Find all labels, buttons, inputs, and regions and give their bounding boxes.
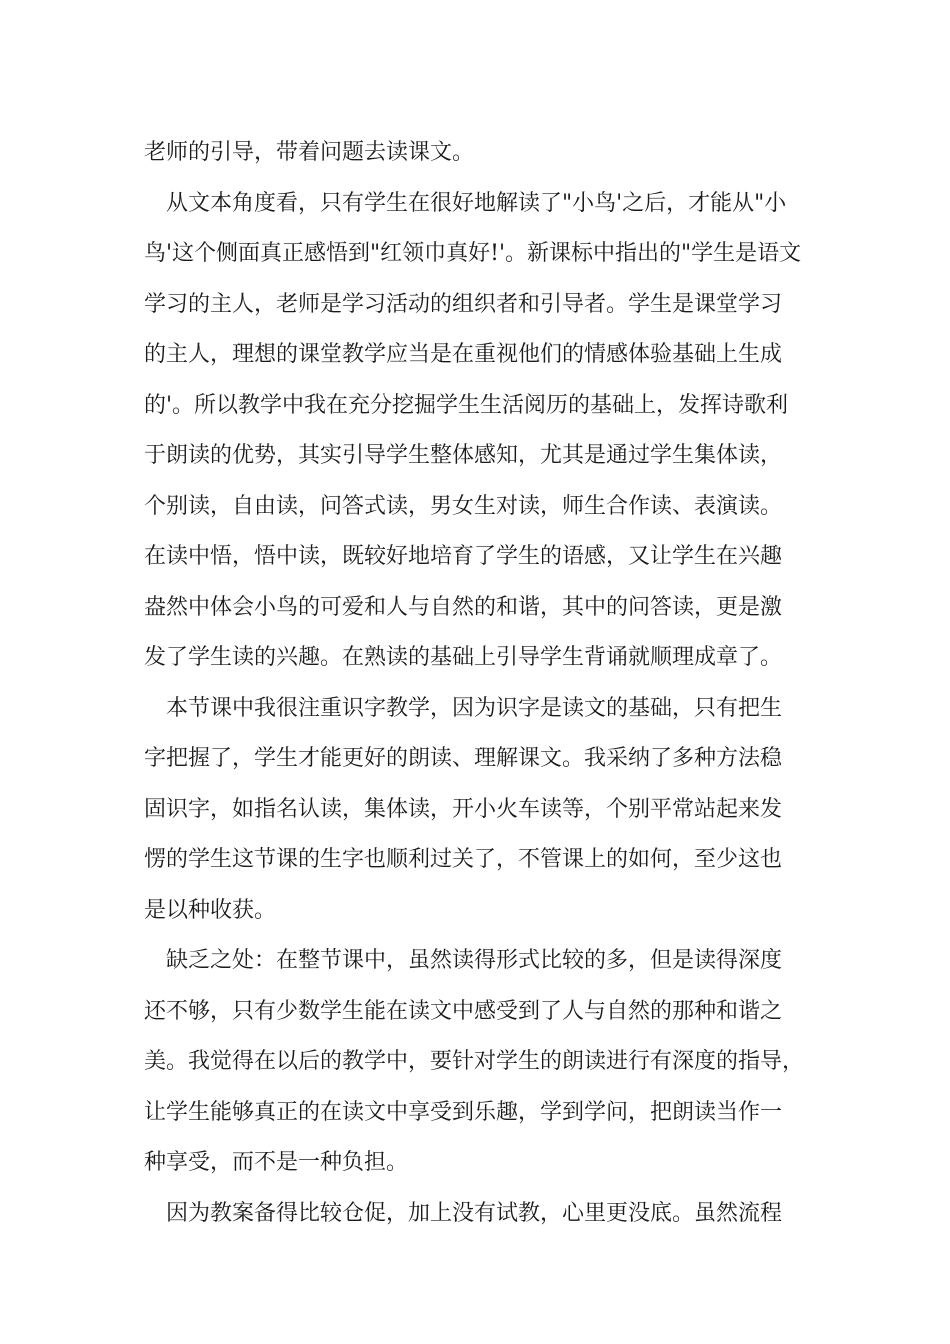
text-line: 愣的学生这节课的生字也顺利过关了，不管课上的如何，至少这也 [144, 847, 783, 872]
text-line: 是以种收获。 [144, 897, 277, 923]
text-line: 让学生能够真正的在读文中享受到乐趣，学到学问，把朗读当作一 [144, 1099, 783, 1125]
text-line: 学习的主人，老师是学习活动的组织者和引导者。学生是课堂学习 [144, 291, 783, 317]
text-line: 在读中悟，悟中读，既较好地培育了学生的语感，又让学生在兴趣 [144, 544, 783, 569]
text-line: 种享受，而不是一种负担。 [144, 1150, 409, 1175]
text-line: 字把握了，学生才能更好的朗读、理解课文。我采纳了多种方法稳 [144, 746, 783, 771]
text-line: 鸟'这个侧面真正感悟到"红领巾真好!'。新课标中指出的"学生是语文 [144, 241, 802, 266]
paragraph-start-line: 缺乏之处：在整节课中，虽然读得形式比较的多，但是读得深度 [166, 948, 783, 973]
text-line: 的主人，理想的课堂教学应当是在重视他们的情感体验基础上生成 [144, 342, 783, 367]
text-line: 的'。所以教学中我在充分挖掘学生生活阅历的基础上，发挥诗歌利 [144, 392, 789, 418]
text-line: 发了学生读的兴趣。在熟读的基础上引导学生背诵就顺理成章了。 [144, 645, 783, 670]
text-line: 还不够，只有少数学生能在读文中感受到了人与自然的那种和谐之 [144, 998, 783, 1024]
paragraph-start-line: 本节课中我很注重识字教学，因为识字是读文的基础，只有把生 [166, 695, 783, 721]
text-line: 美。我觉得在以后的教学中，要针对学生的朗读进行有深度的指导， [144, 1049, 805, 1074]
text-line: 固识字，如指名认读，集体读，开小火车读等，个别平常站起来发 [144, 796, 783, 822]
paragraph-start-line: 从文本角度看，只有学生在很好地解读了"小鸟'之后，才能从"小 [166, 190, 787, 216]
text-line: 于朗读的优势，其实引导学生整体感知，尤其是通过学生集体读， [144, 443, 783, 468]
text-line: 盎然中体会小鸟的可爱和人与自然的和谐，其中的问答读，更是激 [144, 594, 783, 620]
body-text [144, 128, 814, 1239]
text-line: 个别读，自由读，问答式读，男女生对读，师生合作读、表演读。 [144, 493, 783, 519]
paragraph-start-line: 因为教案备得比较仓促，加上没有试教，心里更没底。虽然流程 [166, 1200, 783, 1226]
text-line: 老师的引导，带着问题去读课文。 [144, 140, 475, 165]
